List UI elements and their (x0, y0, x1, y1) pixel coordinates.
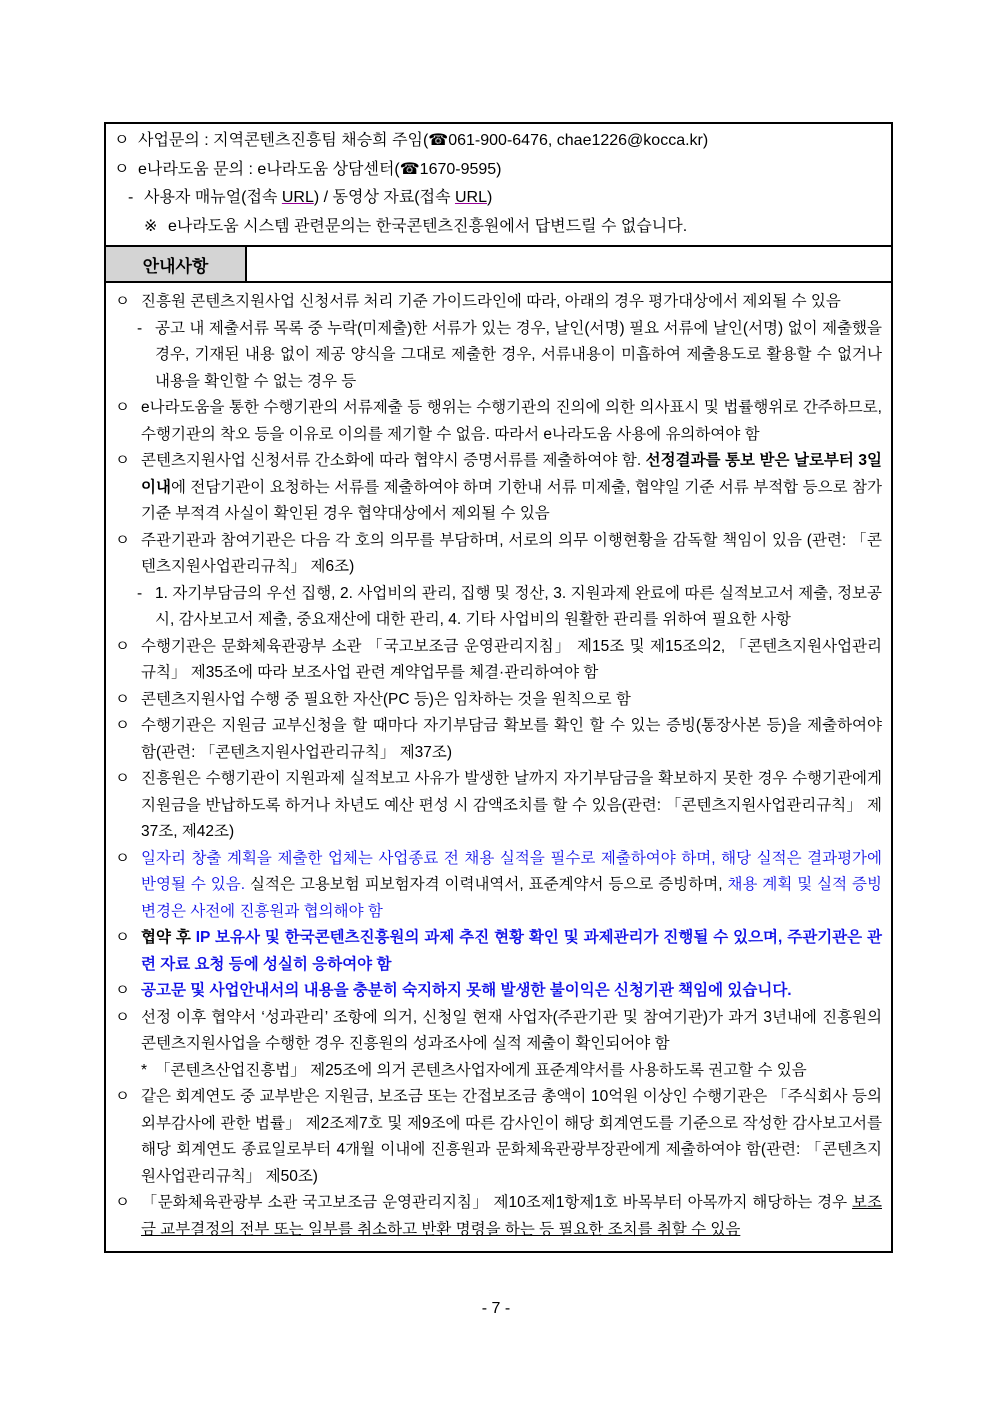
manual-text: 사용자 매뉴얼(접속 (144, 189, 282, 206)
contact-info-box (104, 122, 893, 247)
notice-item (115, 528, 882, 581)
contact-text: e나라도움 문의 : e나라도움 상담센터(☎1670-9595) (138, 160, 502, 178)
dash-marker: - (137, 584, 143, 602)
bullet-marker: ㅇ (115, 717, 130, 734)
bullet-marker: ㅇ (115, 637, 130, 655)
manual-url-link[interactable]: URL (281, 189, 314, 206)
contact-line-business (114, 127, 881, 156)
manual-text: ) (486, 189, 493, 206)
notice-text-bold: 협약 후 (141, 929, 196, 946)
notice-item-responsibility (115, 978, 882, 1005)
bullet-marker: ㅇ (115, 770, 130, 787)
bullet-marker: ㅇ (115, 929, 130, 946)
notice-item (115, 687, 882, 714)
dash-marker: - (137, 319, 143, 337)
notice-text: 실적은 고용보험 피보험자격 이력내역서, 표준계약서 등으로 증빙하며, (245, 876, 728, 893)
bullet-marker: ㅇ (115, 982, 130, 999)
bullet-marker: ㅇ (115, 690, 130, 708)
contact-line-enara (114, 156, 881, 185)
notice-text: 선정 이후 협약서 ‘성과관리’ 조항에 의거, 신청일 현재 사업자(주관기관 및 참여기관)가 과거 3년내에 진흥원의 콘텐츠지원사업을 수행한 경우 진흥원의 성과조사에 실적 제출이 확인되어야 함 (141, 1008, 882, 1052)
bullet-marker: ㅇ (115, 293, 130, 310)
asterisk-marker: * (141, 1061, 148, 1079)
notice-subitem (115, 316, 882, 396)
notice-text: 콘텐츠지원사업 수행 중 필요한 자산(PC 등)은 임차하는 것을 원칙으로 함 (141, 690, 631, 708)
notice-text: 「콘텐츠산업진흥법」 제25조에 의거 콘텐츠사업자에게 표준계약서를 사용하도록 권고할 수 있음 (155, 1061, 807, 1079)
notice-subitem (115, 581, 882, 634)
notice-text: 수행기관은 문화체육관광부 소관 「국고보조금 운영관리지침」 제15조 및 제15조의2, 「콘텐츠지원사업관리규칙」 제35조에 따라 보조사업 관련 계약업무를 체결·관리하여야 함 (141, 637, 882, 681)
notice-text: 수행기관은 지원금 교부신청을 할 때마다 자기부담금 확보를 확인 할 수 있는 증빙(통장사본 등)을 제출하여야 함(관련: 「콘텐츠지원사업관리규칙」 제37조) (141, 717, 882, 761)
notice-text-blue: 일자리 창출 계획을 제출한 업체는 사업종료 전 채용 실적을 필수로 제출하여야 하며, 해당 실적은 결과평가에 반영될 수 있음. (141, 849, 882, 893)
bullet-marker: ㅇ (114, 160, 130, 178)
notice-header-title: 안내사항 (106, 247, 247, 281)
notice-text: 주관기관과 참여기관은 다음 각 호의 의무를 부담하며, 서로의 의무 이행현황을 감독할 책임이 있음 (관련: 「콘텐츠지원사업관리규칙」 제6조) (141, 531, 882, 575)
notice-item (115, 766, 882, 846)
bullet-marker: ㅇ (115, 849, 130, 867)
notice-text-blue-bold: IP 보유사 및 한국콘텐츠진흥원의 과제 추진 현황 확인 및 과제관리가 진행될 수 있으며, 주관기관은 관련 자료 요청 등에 성실히 응하여야 함 (141, 929, 882, 973)
notice-text: 같은 회계연도 중 교부받은 지원금, 보조금 또는 간접보조금 총액이 10억원 이상인 수행기관은 「주식회사 등의 외부감사에 관한 법률」 제2조제7호 및 제9조에 따른 감사인이 해당 회계연도를 기준으로 작성한 감사보고서를 해당 회계연도 종료일로부터 4개월 이내에 진흥원과 문화체육관광부장관에게 제출하여야 함(관련: 「콘텐츠지원사업관리규칙」 제50조) (141, 1088, 882, 1185)
notice-header-row (104, 245, 893, 283)
notice-text: 공고 내 제출서류 목록 중 누락(미제출)한 서류가 있는 경우, 날인(서명) 필요 서류에 날인(서명) 없이 제출했을 경우, 기재된 내용 없이 제공 양식을 그대로 제출한 경우, 서류내용이 미흡하여 제출용도로 활용할 수 없거나 내용을 확인할 수 없는 경우 등 (155, 319, 882, 390)
notice-item-jobs (115, 846, 882, 926)
notice-subitem-star (115, 1058, 882, 1085)
notice-item-ip (115, 925, 882, 978)
notice-text: 콘텐츠지원사업 신청서류 간소화에 따라 협약시 증명서류를 제출하여야 함. (141, 452, 646, 469)
notice-text-blue-bold: 공고문 및 사업안내서의 내용을 충분히 숙지하지 못해 발생한 불이익은 신청기관 책임에 있습니다. (141, 982, 792, 999)
contact-line-note (144, 213, 881, 242)
notice-text: 에 전담기관이 요청하는 서류를 제출하여야 하며 기한내 서류 미제출, 협약일 기준 서류 부적합 등으로 참가기준 부적격 사실이 확인된 경우 협약대상에서 제외될 수 있음 (141, 478, 882, 522)
reference-marker: ※ (144, 217, 158, 235)
notice-text: 「문화체육관광부 소관 국고보조금 운영관리지침」 제10조제1항제1호 바목부터 아목까지 해당하는 경우 (141, 1194, 853, 1211)
contact-text: 사업문의 : 지역콘텐츠진흥팀 채승희 주임(☎061-900-6476, chae1226@kocca.kr) (138, 132, 709, 149)
bullet-marker: ㅇ (115, 531, 130, 549)
notice-item (115, 289, 882, 316)
notice-text: e나라도움을 통한 수행기관의 서류제출 등 행위는 수행기관의 진의에 의한 의사표시 및 법률행위로 간주하므로, 수행기관의 착오 등을 이유로 이의를 제기할 수 없음. 따라서 e나라도움 사용에 유의하여야 함 (141, 399, 882, 443)
bullet-marker: ㅇ (115, 399, 130, 416)
dash-marker: - (128, 189, 134, 206)
bullet-marker: ㅇ (115, 1194, 130, 1211)
bullet-marker: ㅇ (114, 132, 130, 149)
notice-text-bold: 선정결과를 통보 받은 날로부터 3일 이내 (141, 452, 882, 496)
notice-item (115, 1084, 882, 1190)
contact-line-manual (128, 184, 881, 213)
bullet-marker: ㅇ (115, 1008, 130, 1026)
notice-text: 1. 자기부담금의 우선 집행, 2. 사업비의 관리, 집행 및 정산, 3. 지원과제 완료에 따른 실적보고서 제출, 정보공시, 감사보고서 제출, 중요재산에 대한 관리, 4. 기타 사업비의 원활한 관리를 위하여 필요한 사항 (155, 584, 882, 628)
bullet-marker: ㅇ (115, 1088, 130, 1105)
notice-item (115, 1005, 882, 1058)
notice-text: 진흥원은 수행기관이 지원과제 실적보고 사유가 발생한 날까지 자기부담금을 확보하지 못한 경우 수행기관에게 지원금을 반납하도록 하거나 차년도 예산 편성 시 감액조치를 할 수 있음(관련: 「콘텐츠지원사업관리규칙」 제37조, 제42조) (141, 770, 882, 840)
manual-text: ) / 동영상 자료(접속 (313, 189, 455, 206)
notice-item (115, 634, 882, 687)
notice-body-box (104, 281, 893, 1253)
contact-note-text: e나라도움 시스템 관련문의는 한국콘텐츠진흥원에서 답변드릴 수 없습니다. (168, 217, 688, 235)
notice-item (115, 448, 882, 528)
video-url-link[interactable]: URL (454, 189, 487, 206)
notice-item (115, 395, 882, 448)
notice-text-underline: 보조금 교부결정의 전부 또는 일부를 취소하고 반환 명령을 하는 등 필요한 조치를 취할 수 있음 (141, 1194, 882, 1238)
notice-text: 진흥원 콘텐츠지원사업 신청서류 처리 기준 가이드라인에 따라, 아래의 경우 평가대상에서 제외될 수 있음 (141, 293, 841, 310)
page-number: - 7 - (481, 1300, 511, 1317)
notice-text-blue: 채용 계획 및 실적 증빙 변경은 사전에 진흥원과 협의해야 함 (141, 876, 882, 920)
document-page (104, 122, 893, 1253)
bullet-marker: ㅇ (115, 452, 130, 469)
notice-header-empty-cell (247, 247, 891, 281)
notice-item (115, 713, 882, 766)
notice-item (115, 1190, 882, 1243)
